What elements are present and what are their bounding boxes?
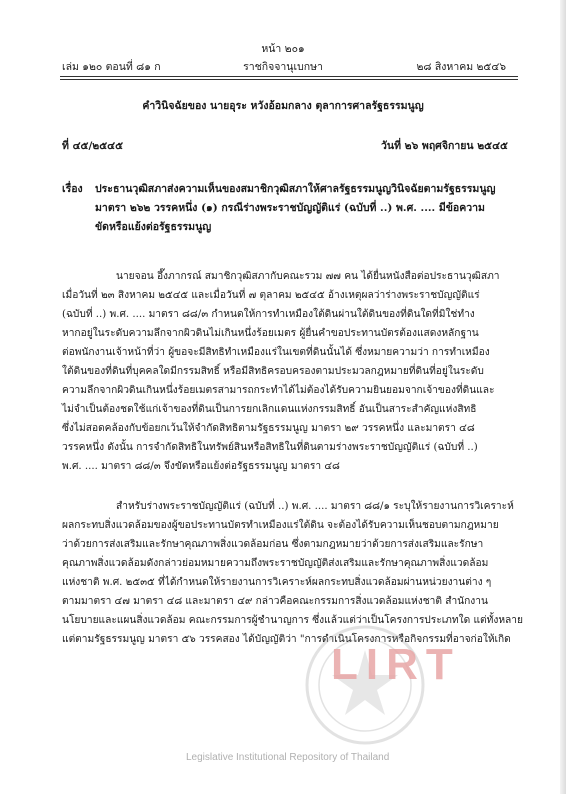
repository-watermark bbox=[186, 630, 536, 763]
body-line: ผลกระทบสิ่งแวดล้อมของผู้ขอประทานบัตรทำเหมืองแร่ใต้ดิน จะต้องได้รับความเห็นชอบตามกฎหมาย bbox=[62, 520, 499, 531]
header-divider-2 bbox=[60, 79, 518, 80]
body-line: วรรคหนึ่ง ดังนั้น การจำกัดสิทธิในทรัพย์สินหรือสิทธิในที่ดินตามร่างพระราชบัญญัติแร่ (ฉบับที่ ..) bbox=[62, 442, 478, 453]
body-line: สำหรับร่างพระราชบัญญัติแร่ (ฉบับที่ ..) พ.ศ. .... มาตรา ๘๘/๑ ระบุให้รายงานการวิเคราะห์ bbox=[116, 501, 514, 512]
subject-label: เรื่อง bbox=[62, 183, 83, 195]
body-line: แต่ตามรัฐธรรมนูญ มาตรา ๕๖ วรรคสอง ได้บัญญัติว่า "การดำเนินโครงการหรือกิจกรรมที่อาจก่อให้เกิด bbox=[62, 634, 511, 645]
body-line: เมื่อวันที่ ๒๓ สิงหาคม ๒๕๔๕ และเมื่อวันที่ ๗ ตุลาคม ๒๕๔๕ อ้างเหตุผลว่าร่างพระราชบัญญัติแร่ bbox=[62, 290, 480, 301]
document-title: คำวินิจฉัยของ นายอุระ หวังอ้อมกลาง ตุลาการศาลรัฐธรรมนูญ bbox=[142, 100, 424, 112]
body-line: ต่อพนักงานเจ้าหน้าที่ว่า ผู้ขอจะมีสิทธิทำเหมืองแร่ในเขตที่ดินนั้นได้ ซึ่งหมายความว่า การทำเหมือง bbox=[62, 347, 490, 358]
subject-line: มาตรา ๒๖๒ วรรคหนึ่ง (๑) กรณีร่างพระราชบัญญัติแร่ (ฉบับที่ ..) พ.ศ. .... มีข้อความ bbox=[95, 202, 485, 214]
volume-issue: เล่ม ๑๒๐ ตอนที่ ๘๑ ก bbox=[62, 61, 161, 73]
body-line: หากอยู่ในระดับความลึกจากผิวดินไม่เกินหนึ่งร้อยเมตร ผู้ยื่นคำขอประทานบัตรต้องแสดงหลักฐาน bbox=[62, 328, 479, 339]
body-line: ความลึกจากผิวดินเกินหนึ่งร้อยเมตรสามารถกระทำได้ไม่ต้องได้รับความยินยอมจากเจ้าของที่ดินและ bbox=[62, 385, 495, 396]
subject-line: ประธานวุฒิสภาส่งความเห็นของสมาชิกวุฒิสภาให้ศาลรัฐธรรมนูญวินิจฉัยตามรัฐธรรมนูญ bbox=[95, 183, 496, 195]
page-number: หน้า ๒๐๑ bbox=[261, 43, 305, 55]
body-line: ตามมาตรา ๔๗ มาตรา ๔๘ และมาตรา ๔๙ กล่าวคือคณะกรรมการสิ่งแวดล้อมแห่งชาติ สำนักงาน bbox=[62, 596, 488, 607]
watermark-logo: LIRT bbox=[331, 640, 461, 689]
body-line: ว่าด้วยการส่งเสริมและรักษาคุณภาพสิ่งแวดล้อมก่อน ซึ่งตามกฎหมายว่าด้วยการส่งเสริมและรักษา bbox=[62, 539, 484, 550]
body-line: ใต้ดินของที่ดินที่บุคคลใดมีกรรมสิทธิ์ หรือมีสิทธิครอบครองตามประมวลกฎหมายที่ดินที่อยู่ในระดับ bbox=[62, 366, 484, 377]
header-divider bbox=[60, 76, 518, 77]
body-line: นายจอน อึ๊งภากรณ์ สมาชิกวุฒิสภากับคณะรวม ๗๗ คน ได้ยื่นหนังสือต่อประธานวุฒิสภา bbox=[116, 271, 500, 282]
case-number: ที่ ๔๕/๒๕๔๕ bbox=[62, 140, 124, 152]
body-line: แห่งชาติ พ.ศ. ๒๕๓๕ ที่ได้กำหนดให้รายงานการวิเคราะห์ผลกระทบสิ่งแวดล้อมผ่านหน่วยงานต่าง ๆ bbox=[62, 577, 492, 588]
subject-line: ขัดหรือแย้งต่อรัฐธรรมนูญ bbox=[95, 221, 212, 233]
scan-edge-shadow bbox=[560, 0, 566, 794]
publication-date: ๒๘ สิงหาคม ๒๕๔๖ bbox=[416, 61, 506, 73]
body-line: ซึ่งไม่สอดคล้องกับข้อยกเว้นให้จำกัดสิทธิตามรัฐธรรมนูญ มาตรา ๒๙ วรรคหนึ่ง และมาตรา ๔๘ bbox=[62, 423, 475, 434]
body-line: (ฉบับที่ ..) พ.ศ. .... มาตรา ๘๘/๓ กำหนดให้การทำเหมืองใต้ดินผ่านใต้ดินของที่ดินใดที่มิใช่ทำง bbox=[62, 309, 475, 320]
case-date: วันที่ ๒๖ พฤศจิกายน ๒๕๔๕ bbox=[381, 140, 508, 152]
body-line: นโยบายและแผนสิ่งแวดล้อม คณะกรรมการผู้ชำนาญการ ซึ่งแล้วแต่ว่าเป็นโครงการประเภทใด แต่ทั้งหลาย bbox=[62, 615, 523, 626]
watermark-caption: Legislative Institutional Repository of Thailand bbox=[186, 752, 390, 763]
gazette-name: ราชกิจจานุเบกษา bbox=[243, 61, 323, 73]
body-line: พ.ศ. .... มาตรา ๘๘/๓ จึงขัดหรือแย้งต่อรัฐธรรมนูญ มาตรา ๔๘ bbox=[62, 461, 340, 472]
body-line: คุณภาพสิ่งแวดล้อมดังกล่าวย่อมหมายความถึงพระราชบัญญัติส่งเสริมและรักษาคุณภาพสิ่งแวดล้อม bbox=[62, 558, 489, 569]
body-line: ไม่จำเป็นต้องชดใช้แก่เจ้าของที่ดินเป็นการยกเลิกแดนแห่งกรรมสิทธิ์ อันเป็นสาระสำคัญแห่งสิทธิ bbox=[62, 404, 477, 415]
